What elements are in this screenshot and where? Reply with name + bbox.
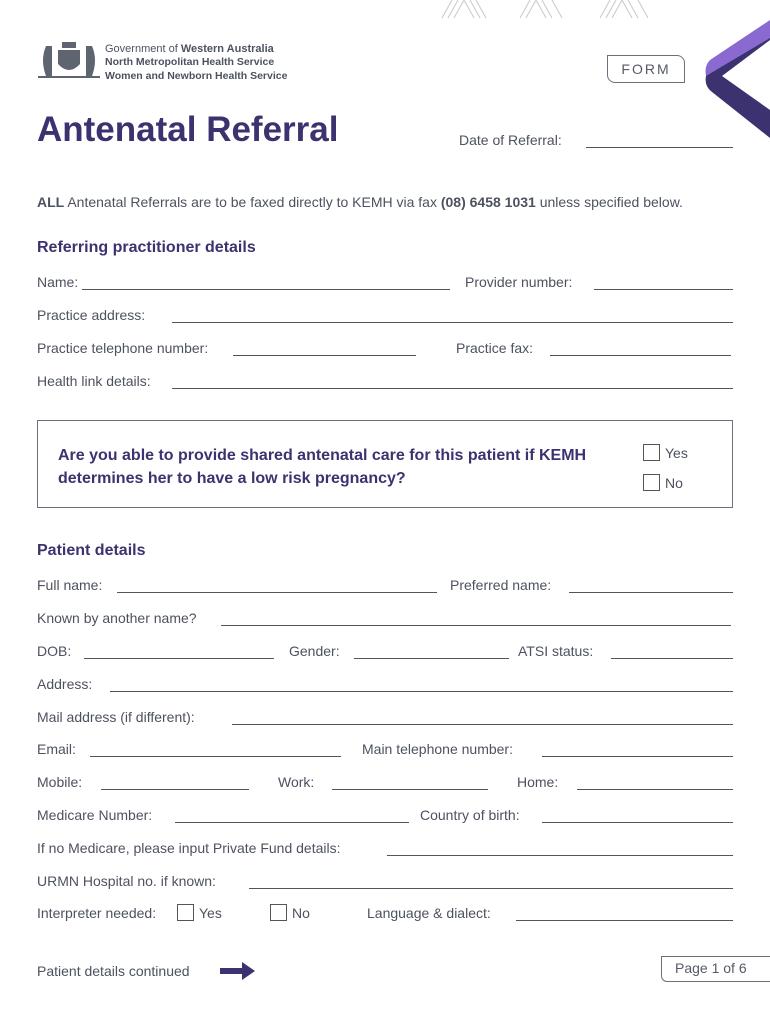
page-title: Antenatal Referral <box>37 110 339 149</box>
shared-care-no-label: No <box>665 475 683 491</box>
private-fund-input[interactable] <box>387 840 733 856</box>
email-label: Email: <box>37 741 76 757</box>
practice-phone-label: Practice telephone number: <box>37 340 209 356</box>
wa-crest-logo <box>36 34 102 80</box>
practice-fax-input[interactable] <box>550 340 731 356</box>
urmn-label: URMN Hospital no. if known: <box>37 873 216 889</box>
fax-notice <box>37 194 683 210</box>
shared-care-yes-label: Yes <box>665 445 688 461</box>
full-name-input[interactable] <box>117 577 437 593</box>
form-badge: FORM <box>607 55 685 83</box>
private-fund-label: If no Medicare, please input Private Fund details: <box>37 840 341 856</box>
country-input[interactable] <box>542 807 733 823</box>
shared-care-yes-checkbox[interactable] <box>643 444 660 461</box>
full-name-label: Full name: <box>37 577 103 593</box>
interpreter-yes-label: Yes <box>199 905 222 921</box>
address-input[interactable] <box>110 676 733 692</box>
healthlink-label: Health link details: <box>37 373 151 389</box>
dob-input[interactable] <box>84 643 274 659</box>
provider-number-label: Provider number: <box>465 274 573 290</box>
shared-care-question-2: determines her to have a low risk pregnancy? <box>58 470 406 487</box>
atsi-input[interactable] <box>611 643 733 659</box>
home-label: Home: <box>517 774 559 790</box>
known-by-input[interactable] <box>221 610 731 626</box>
gov-bold: Western Australia <box>180 43 274 55</box>
preferred-name-label: Preferred name: <box>450 577 552 593</box>
gender-label: Gender: <box>289 643 340 659</box>
referrer-heading: Referring practitioner details <box>37 239 256 256</box>
address-label: Address: <box>37 676 93 692</box>
notice-all: ALL <box>37 194 65 210</box>
known-by-label: Known by another name? <box>37 610 197 626</box>
practice-address-input[interactable] <box>172 307 733 323</box>
language-label: Language & dialect: <box>367 905 491 921</box>
notice-text-end: unless specified below. <box>535 194 683 210</box>
main-phone-label: Main telephone number: <box>362 741 513 757</box>
date-referral-input[interactable] <box>586 132 733 148</box>
interpreter-label: Interpreter needed: <box>37 905 157 921</box>
medicare-input[interactable] <box>175 807 409 823</box>
medicare-label: Medicare Number: <box>37 807 153 823</box>
preferred-name-input[interactable] <box>569 577 733 593</box>
notice-fax: (08) 6458 1031 <box>440 194 536 210</box>
gov-prefix: Government of <box>105 43 181 55</box>
provider-number-input[interactable] <box>594 274 733 290</box>
interpreter-no-checkbox[interactable] <box>270 904 287 921</box>
patient-heading: Patient details <box>37 542 146 559</box>
dob-label: DOB: <box>37 643 72 659</box>
language-input[interactable] <box>516 905 733 921</box>
practice-fax-label: Practice fax: <box>456 340 534 356</box>
mobile-input[interactable] <box>101 774 249 790</box>
decorative-ribbon <box>700 20 770 140</box>
mail-address-input[interactable] <box>232 709 733 725</box>
home-input[interactable] <box>577 774 733 790</box>
mail-address-label: Mail address (if different): <box>37 709 195 725</box>
main-phone-input[interactable] <box>542 741 733 757</box>
referrer-name-label: Name: <box>37 274 79 290</box>
date-referral-label: Date of Referral: <box>459 132 562 148</box>
interpreter-yes-checkbox[interactable] <box>177 904 194 921</box>
mobile-label: Mobile: <box>37 774 83 790</box>
practice-phone-input[interactable] <box>233 340 416 356</box>
healthlink-input[interactable] <box>172 373 733 389</box>
work-label: Work: <box>278 774 315 790</box>
decorative-pattern <box>440 0 710 20</box>
referrer-name-input[interactable] <box>82 274 450 290</box>
work-input[interactable] <box>332 774 488 790</box>
country-label: Country of birth: <box>420 807 520 823</box>
shared-care-question-1: Are you able to provide shared antenatal care for this patient if KEMH <box>58 447 587 464</box>
arrow-right-icon <box>220 962 255 980</box>
shared-care-no-checkbox[interactable] <box>643 474 660 491</box>
interpreter-no-label: No <box>292 905 310 921</box>
page-indicator: Page 1 of 6 <box>661 956 770 982</box>
atsi-label: ATSI status: <box>518 643 594 659</box>
gov-line <box>105 43 274 56</box>
continued-label: Patient details continued <box>37 963 190 979</box>
urmn-input[interactable] <box>249 873 733 889</box>
practice-address-label: Practice address: <box>37 307 146 323</box>
gender-input[interactable] <box>354 643 509 659</box>
notice-text: Antenatal Referrals are to be faxed directly to KEMH via fax <box>64 194 441 210</box>
email-input[interactable] <box>90 741 341 757</box>
org-line-2: North Metropolitan Health Service <box>105 56 275 68</box>
org-line-3: Women and Newborn Health Service <box>105 70 288 82</box>
